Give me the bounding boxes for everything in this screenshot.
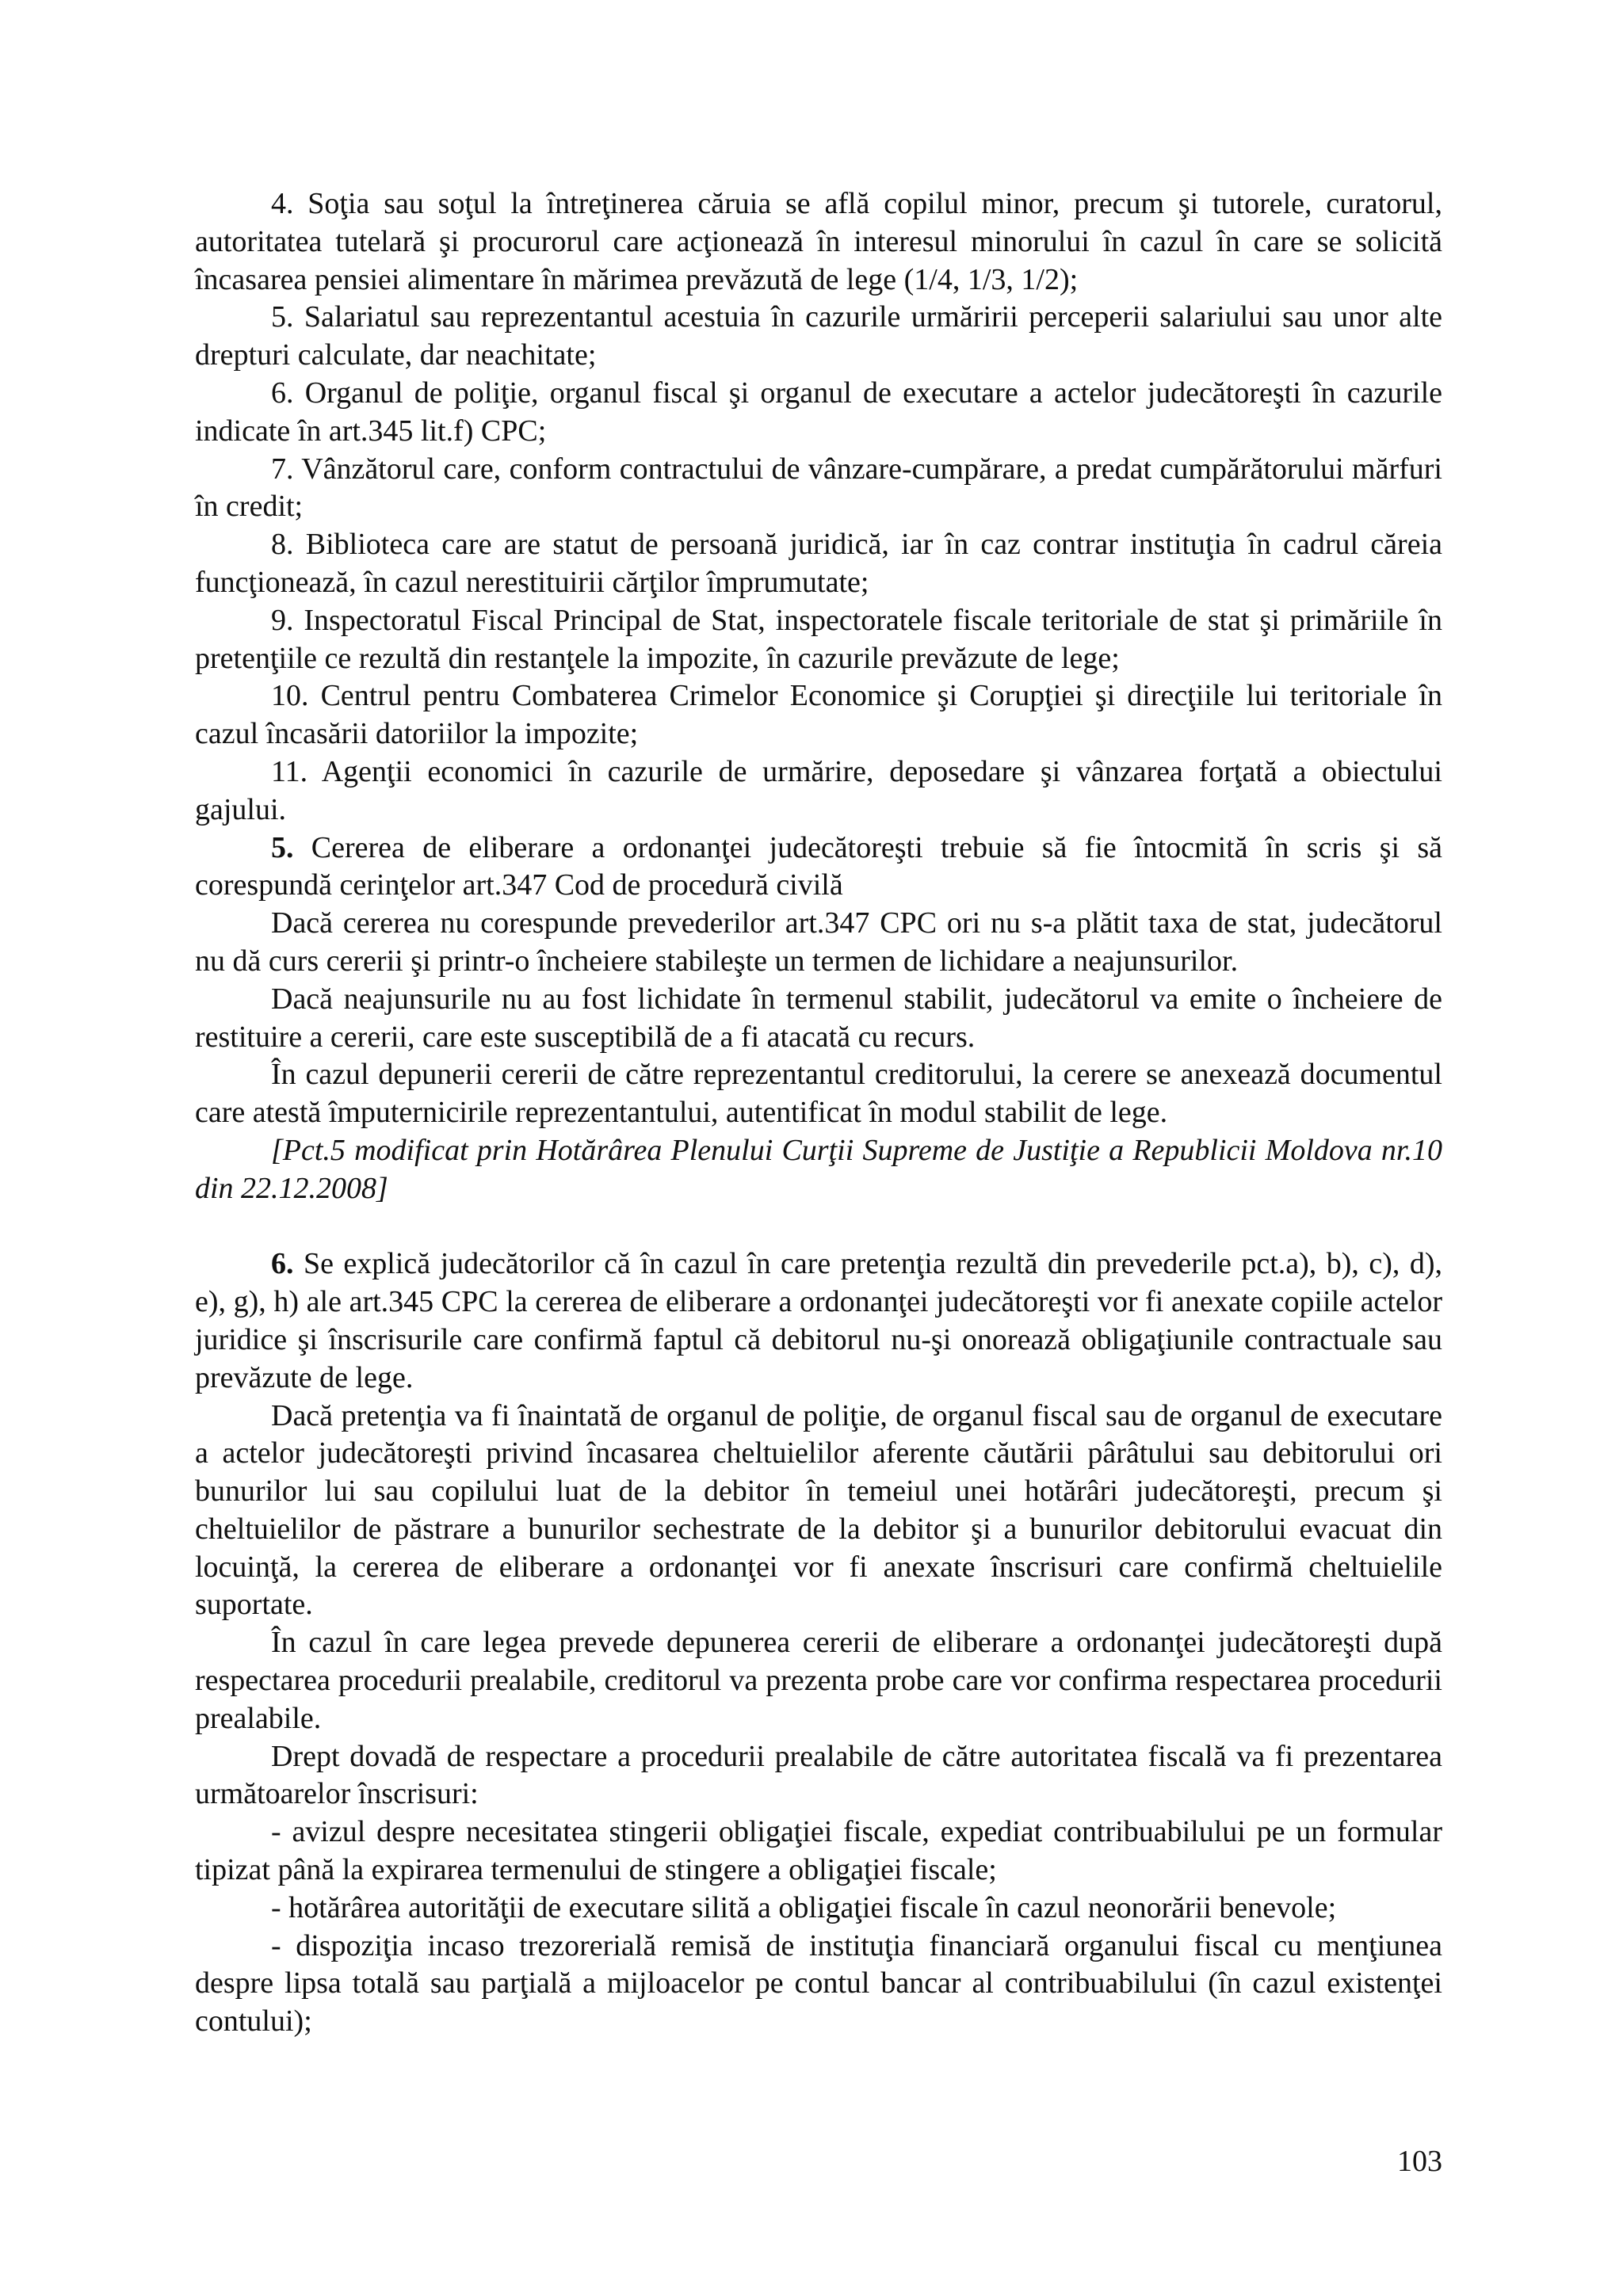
paragraph: [195, 1398, 1442, 1625]
paragraph: [195, 905, 1442, 981]
paragraph-text: Dacă neajunsurile nu au fost lichidate în termenul stabilit, judecătorul va emite o încheiere de restituire a cererii, care este susceptibilă de a fi atacată cu recurs.: [195, 982, 1442, 1054]
section-number: 5.: [271, 830, 294, 864]
paragraph-item-4: [195, 185, 1442, 299]
paragraph-text: - avizul despre necesitatea stingerii obligaţiei fiscale, expediat contribuabilului pe un formular tipizat până la expirarea termenului de stingere a obligaţiei fiscale;: [195, 1815, 1442, 1887]
paragraph-text: În cazul în care legea prevede depunerea cererii de eliberare a ordonanţei judecătoreşti după respectarea procedurii prealabile, creditorul va prezenta probe care vor confirma respectarea procedurii prealabile.: [195, 1626, 1442, 1735]
paragraph-text: 9. Inspectoratul Fiscal Principal de Stat, inspectoratele fiscale teritoriale de stat şi primăriile în pretenţiile ce rezultă din restanţele la impozite, în cazurile prevăzute de lege;: [195, 603, 1442, 675]
paragraph-text: Se explică judecătorilor că în cazul în care pretenţia rezultă din prevederile pct.a), b), c), d), e), g), h) ale art.345 CPC la cererea de eliberare a ordonanţei judecătoreşti vor fi anexate copiile actelor juridice şi înscrisurile care confirmă faptul că debitorul nu-şi onorează obligaţiunile contractuale sau prevăzute de lege.: [195, 1247, 1442, 1394]
paragraph-item-7: [195, 451, 1442, 527]
paragraph-text: 5. Salariatul sau reprezentantul acestuia în cazurile urmăririi perceperii salariului sau unor alte drepturi calculate, dar neachitate;: [195, 300, 1442, 372]
paragraph: [195, 981, 1442, 1057]
paragraph-text: Cererea de eliberare a ordonanţei judecătoreşti trebuie să fie întocmită în scris şi să corespundă cerinţelor art.347 Cod de procedură civilă: [195, 830, 1442, 902]
document-body: [195, 185, 1442, 2041]
paragraph-text: [Pct.5 modificat prin Hotărârea Plenului Curţii Supreme de Justiţie a Republicii Moldova nr.10 din 22.12.2008]: [195, 1133, 1442, 1205]
paragraph-text: Dacă pretenţia va fi înaintată de organul de poliţie, de organul fiscal sau de organul de executare a actelor judecătoreşti privind încasarea cheltuielilor aferente căutării pârâtului sau debitorului ori bunurilor lui sau copilului luat de la debitor în temeiul unei hotărâri judecătoreşti, precum şi cheltuielilor de păstrare a bunurilor sechestrate de la debitor şi a bunurilor debitorului evacuat din locuinţă, la cererea de eliberare a ordonanţei vor fi anexate înscrisuri care confirmă cheltuielile suportate.: [195, 1398, 1442, 1622]
list-item: [195, 1928, 1442, 2041]
section-5-paragraph: [195, 830, 1442, 906]
paragraph-item-11: [195, 753, 1442, 830]
section-6-paragraph: [195, 1245, 1442, 1397]
paragraph-text: 10. Centrul pentru Combaterea Crimelor Economice şi Corupţiei şi direcţiile lui teritoriale în cazul încasării datoriilor la impozite;: [195, 679, 1442, 751]
paragraph: [195, 1056, 1442, 1132]
paragraph-text: Dacă cererea nu corespunde prevederilor art.347 CPC ori nu s-a plătit taxa de stat, judecătorul nu dă curs cererii şi printr-o încheiere stabileşte un termen de lichidare a neajunsurilor.: [195, 906, 1442, 978]
paragraph-text: 7. Vânzătorul care, conform contractului de vânzare-cumpărare, a predat cumpărătorului mărfuri în credit;: [195, 452, 1442, 524]
paragraph-item-10: [195, 677, 1442, 753]
paragraph-text: - dispoziţia incaso trezorerială remisă de instituţia financiară organului fiscal cu menţiunea despre lipsa totală sau parţială a mijloacelor pe contul bancar al contribuabilului (în cazul existenţei contului);: [195, 1928, 1442, 2039]
paragraph-text: Drept dovadă de respectare a procedurii prealabile de către autoritatea fiscală va fi prezentarea următoarelor înscrisuri:: [195, 1739, 1442, 1811]
paragraph-item-6: [195, 375, 1442, 451]
paragraph-item-9: [195, 602, 1442, 678]
paragraph-text: 4. Soţia sau soţul la întreţinerea căruia se află copilul minor, precum şi tutorele, curatorul, autoritatea tutelară şi procurorul care acţionează în interesul minorului în cazul în care se solicită încasarea pensiei alimentare în mărimea prevăzută de lege (1/4, 1/3, 1/2);: [195, 187, 1442, 296]
list-item: [195, 1814, 1442, 1890]
paragraph-item-8: [195, 526, 1442, 602]
list-item: [195, 1890, 1442, 1928]
paragraph-text: 6. Organul de poliţie, organul fiscal şi organul de executare a actelor judecătoreşti în cazurile indicate în art.345 lit.f) CPC;: [195, 376, 1442, 448]
paragraph-text: 8. Biblioteca care are statut de persoană juridică, iar în caz contrar instituţia în cadrul căreia funcţionează, în cazul nerestituirii cărţilor împrumutate;: [195, 528, 1442, 599]
amendment-note: [195, 1132, 1442, 1208]
paragraph-text: În cazul depunerii cererii de către reprezentantul creditorului, la cerere se anexează documentul care atestă împuternicirile reprezentantului, autentificat în modul stabilit de lege.: [195, 1058, 1442, 1130]
page-number: 103: [1397, 2145, 1442, 2178]
paragraph-text: 11. Agenţii economici în cazurile de urmărire, deposedare şi vânzarea forţată a obiectului gajului.: [195, 754, 1442, 826]
paragraph-text: - hotărârea autorităţii de executare silită a obligaţiei fiscale în cazul neonorării benevole;: [271, 1890, 1337, 1924]
paragraph: [195, 1738, 1442, 1814]
paragraph: [195, 1624, 1442, 1737]
section-number: 6.: [271, 1247, 294, 1281]
paragraph-item-5: [195, 299, 1442, 375]
